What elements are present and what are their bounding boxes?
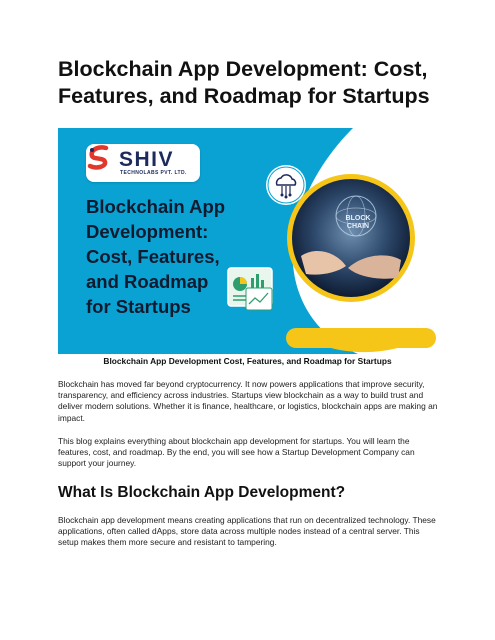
logo-mark-icon bbox=[86, 144, 112, 170]
banner-headline-line: Blockchain App bbox=[86, 196, 226, 217]
svg-text:CHAIN: CHAIN bbox=[346, 223, 370, 230]
logo-subtitle: TECHNOLABS PVT. LTD. bbox=[120, 170, 187, 176]
intro-paragraph: This blog explains everything about blockchain app development for startups. You will learn the features, cost, and roadmap. By the end, you will see how a Startup Development Company can support your journey. bbox=[58, 436, 415, 469]
hero-banner bbox=[58, 128, 438, 354]
company-logo bbox=[86, 144, 200, 182]
banner-yellow-pill bbox=[286, 328, 436, 348]
banner-headline-line: Cost, Features, bbox=[86, 246, 220, 267]
banner-headline bbox=[86, 194, 296, 319]
banner-headline-line: for Startups bbox=[86, 296, 191, 317]
globe-label: BLOCK bbox=[345, 215, 371, 222]
section-paragraph: Blockchain app development means creating applications that run on decentralized technology. These applications, often called dApps, store data across multiple nodes instead of a central server. This setup makes them more secure and resistant to tampering. bbox=[58, 515, 436, 548]
section-heading: What Is Blockchain App Development? bbox=[58, 484, 346, 501]
banner-headline-line: and Roadmap bbox=[86, 271, 209, 292]
page-title: Blockchain App Development: Cost, Features, and Roadmap for Startups bbox=[58, 57, 430, 108]
image-caption: Blockchain App Development Cost, Features, and Roadmap for Startups bbox=[103, 356, 392, 366]
intro-paragraph: Blockchain has moved far beyond cryptocurrency. It now powers applications that improve security, transparency, and efficiency across industries. Startups view blockchain as a way to build trust and deliver modern solutions. Whether it is finance, healthcare, or logistics, blockchain apps are making an impact. bbox=[58, 379, 438, 423]
logo-name: SHIV bbox=[119, 148, 175, 171]
banner-headline-line: Development: bbox=[86, 221, 209, 242]
